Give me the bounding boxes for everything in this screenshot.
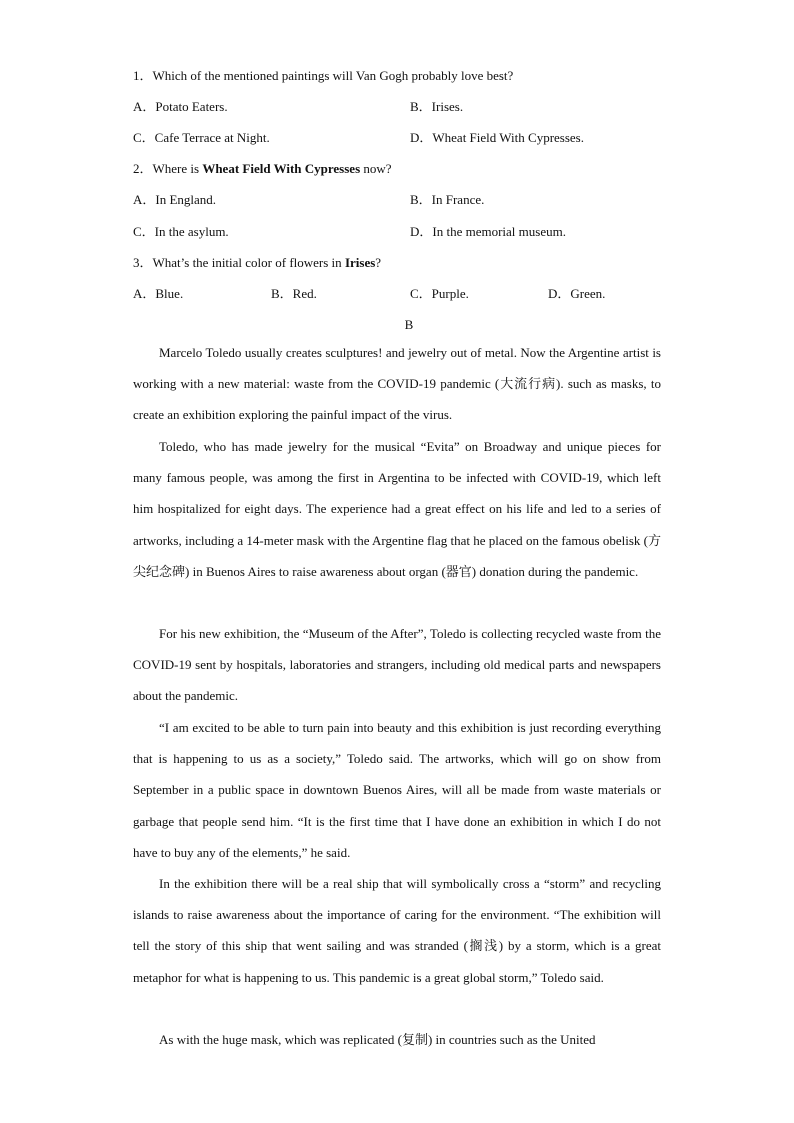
question-3-option-d: D．Green.	[548, 286, 606, 301]
section-label: B	[404, 317, 414, 332]
passage-paragraph-1: Marcelo Toledo usually creates sculptures! and jewelry out of metal. Now the Argentine artist is working with a new material: waste from the COVID-19 pandemic (大流行病). such as masks, to create an exhibition exploring the painful impact of the virus.	[133, 345, 661, 423]
question-3-text-bold: Irises	[344, 255, 376, 270]
question-3-option-b: B．Red.	[271, 286, 317, 301]
question-2-option-b: B．In France.	[410, 192, 485, 207]
passage-paragraph-5: In the exhibition there will be a real ship that will symbolically cross a “storm” and recycling islands to raise awareness about the importance of caring for the environment. “The exhibition will tell the story of this ship that went sailing and was stranded (搁浅) by a storm, which is a great metaphor for what is happening to us. This pandemic is a great global storm,” Toledo said.	[133, 876, 661, 985]
question-1-option-a: A．Potato Eaters.	[133, 99, 228, 114]
question-1-stem	[133, 66, 513, 86]
question-2-option-a: A．In England.	[133, 192, 217, 207]
question-1-option-b: B．Irises.	[410, 99, 464, 114]
passage-paragraph-2: Toledo, who has made jewelry for the musical “Evita” on Broadway and unique pieces for many famous people, was among the first in Argentina to be infected with COVID-19, which left him hospitalized for eight days. The experience had a great effect on his life and led to a series of artworks, including a 14-meter mask with the Argentine flag that he placed on the famous obelisk (方尖纪念碑) in Buenos Aires to raise awareness about organ (器官) donation during the pandemic.	[133, 439, 661, 579]
question-2-text-bold: Wheat Field With Cypresses	[202, 161, 361, 176]
question-2-option-c: C．In the asylum.	[133, 224, 229, 239]
passage-paragraph-4: “I am excited to be able to turn pain into beauty and this exhibition is just recording everything that is happening to us as a society,” Toledo said. The artworks, which will go on show from September in a public space in downtown Buenos Aires, will all be made from waste materials or garbage that people send him. “It is the first time that I have done an exhibition in which I do not have to buy any of the elements,” he said.	[133, 720, 661, 860]
question-1-option-d: D．Wheat Field With Cypresses.	[410, 130, 584, 145]
question-3-text-pre: 3．What’s the initial color of flowers in	[133, 255, 345, 270]
question-3-stem	[133, 253, 381, 273]
question-2-option-d: D．In the memorial museum.	[410, 224, 566, 239]
question-3-text-post: ?	[375, 255, 382, 270]
question-3-option-a: A．Blue.	[133, 286, 184, 301]
passage-paragraph-3: For his new exhibition, the “Museum of the After”, Toledo is collecting recycled waste from the COVID-19 sent by hospitals, laboratories and strangers, including old medical parts and newspapers about the pandemic.	[133, 626, 661, 704]
question-2-text-pre: 2．Where is	[133, 161, 203, 176]
passage-paragraph-6: As with the huge mask, which was replicated (复制) in countries such as the United	[159, 1032, 596, 1047]
question-2-stem	[133, 159, 392, 179]
question-1-option-c: C．Cafe Terrace at Night.	[133, 130, 270, 145]
question-3-option-c: C．Purple.	[410, 286, 469, 301]
question-1-text: 1．Which of the mentioned paintings will Van Gogh probably love best?	[133, 68, 514, 83]
question-2-text-post: now?	[360, 161, 392, 176]
